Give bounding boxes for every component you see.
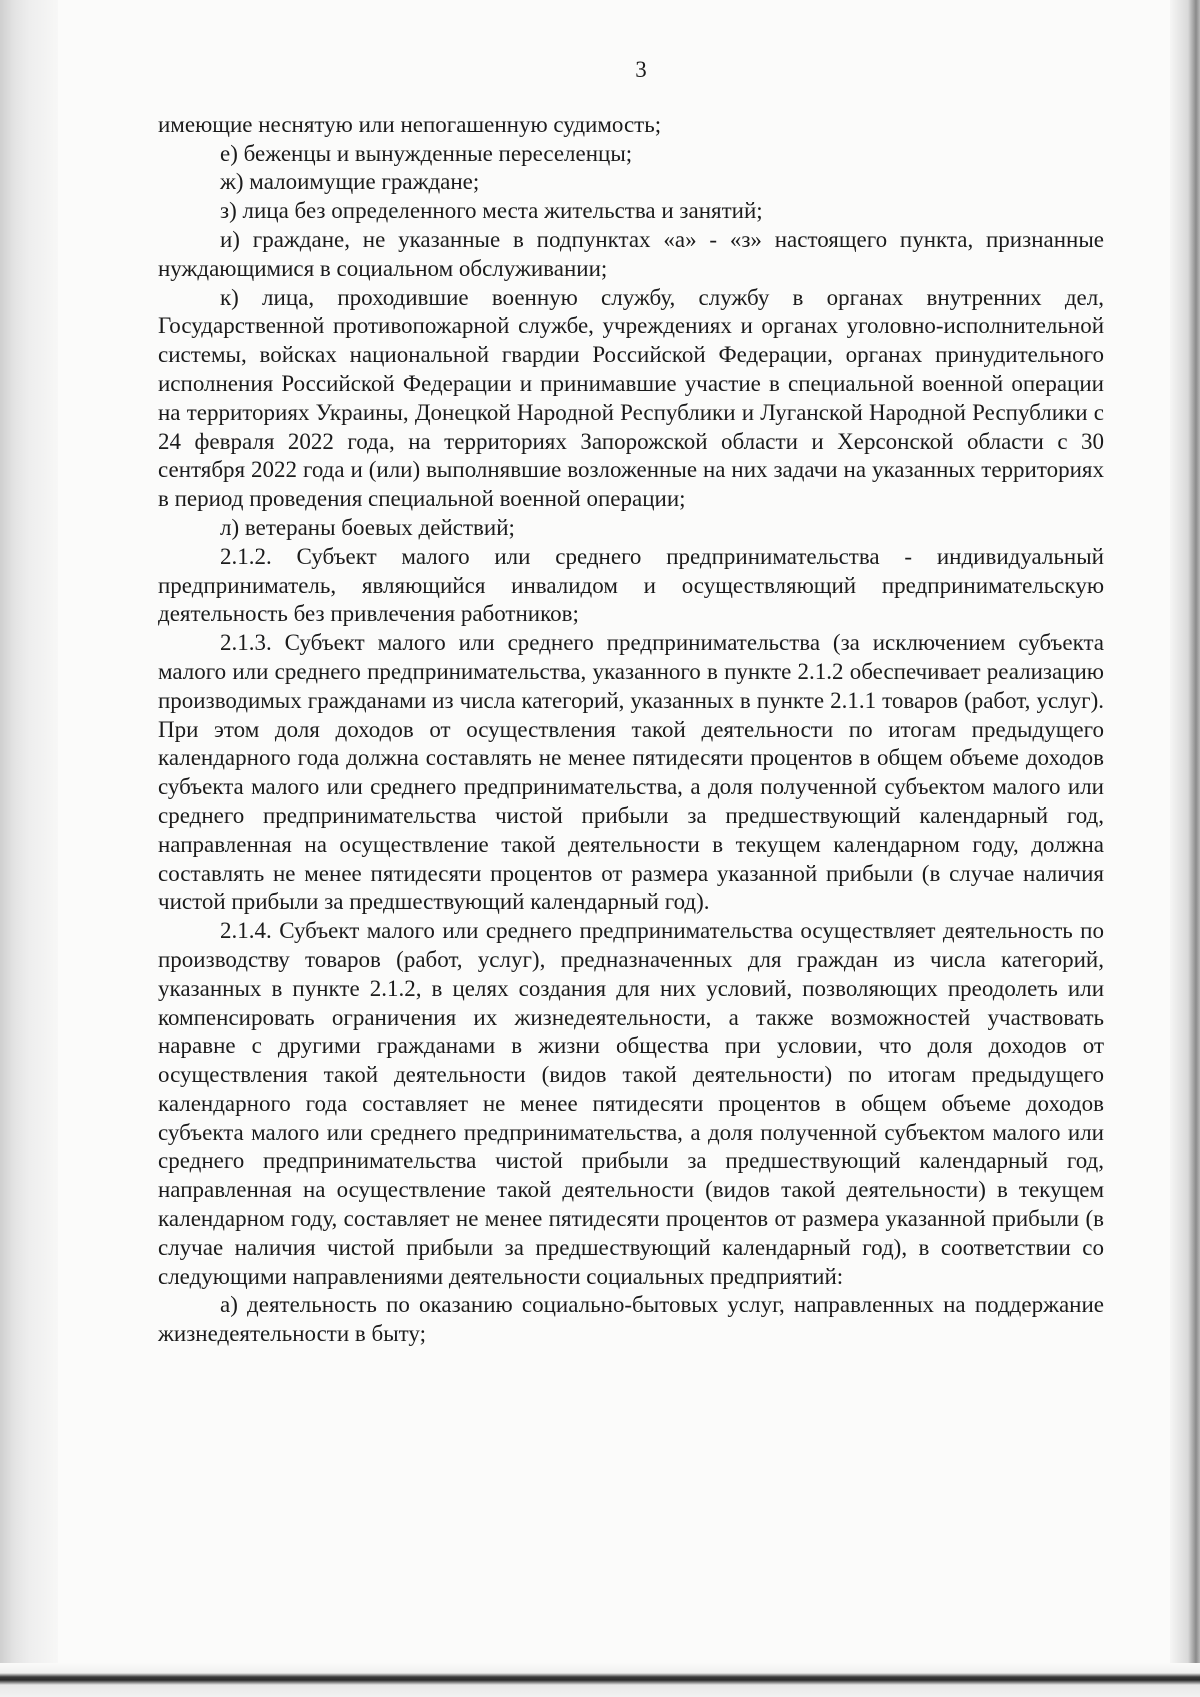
list-item-e: е) беженцы и вынужденные переселенцы;: [220, 140, 633, 166]
clause-2-1-2: 2.1.2. Субъект малого или среднего предпринимательства - индивидуальный предприниматель, являющийся инвалидом и осуществляющий предпринимательскую деятельность без привлечения работников;: [158, 543, 1104, 627]
list-item-z: з) лица без определенного места жительства и занятий;: [220, 198, 763, 224]
document-page: [158, 56, 1104, 1349]
page-number: 3: [635, 57, 647, 82]
scan-bottom-edge-shadow: [0, 1663, 1200, 1697]
scan-right-edge-shadow: [1170, 0, 1200, 1697]
list-item-l: л) ветераны боевых действий;: [220, 514, 515, 540]
list-item-k: к) лица, проходившие военную службу, службу в органах внутренних дел, Государственной противопожарной службе, учреждениях и органах уголовно-исполнительной системы, войсках национальной гвардии Российской Федерации, органах принудительного исполнения Российской Федерации и принимавшие участие в специальной военной операции на территориях Украины, Донецкой Народной Республики и Луганской Народной Республики с 24 февраля 2022 года, на территориях Запорожской области и Херсонской области с 30 сентября 2022 года и (или) выполнявшие возложенные на них задачи на указанных территориях в период проведения специальной военной операции;: [158, 284, 1104, 512]
list-item-zh: ж) малоимущие граждане;: [220, 169, 480, 195]
scan-left-edge-shadow: [0, 0, 58, 1697]
clause-2-1-4: 2.1.4. Субъект малого или среднего предпринимательства осуществляет деятельность по производству товаров (работ, услуг), предназначенных для граждан из числа категорий, указанных в пункте 2.1.2, в целях создания для них условий, позволяющих преодолеть или компенсировать ограничения их жизнедеятельности, а также возможностей участвовать наравне с другими гражданами в жизни общества при условии, что доля доходов от осуществления такой деятельности (видов такой деятельности) по итогам предыдущего календарного года составляет не менее пятидесяти процентов в общем объеме доходов субъекта малого или среднего предпринимательства, а доля полученной субъектом малого или среднего предпринимательства чистой прибыли за предшествующий календарный год, направленная на осуществление такой деятельности (видов такой деятельности) в текущем календарном году, составляет не менее пятидесяти процентов от размера указанной прибыли (в случае наличия чистой прибыли за предшествующий календарный год), в соответствии со следующими направлениями деятельности социальных предприятий:: [158, 918, 1104, 1289]
clause-2-1-3: 2.1.3. Субъект малого или среднего предпринимательства (за исключением субъекта малого или среднего предпринимательства, указанного в пункте 2.1.2 обеспечивает реализацию производимых гражданами из числа категорий, указанных в пункте 2.1.1 товаров (работ, услуг). При этом доля доходов от осуществления такой деятельности по итогам предыдущего календарного года должна составлять не менее пятидесяти процентов в общем объеме доходов субъекта малого или среднего предпринимательства, а доля полученной субъектом малого или среднего предпринимательства чистой прибыли за предшествующий календарный год, направленная на осуществление такой деятельности в текущем календарном году, должна составлять не менее пятидесяти процентов от размера указанной прибыли (в случае наличия чистой прибыли за предшествующий календарный год).: [158, 630, 1104, 915]
list-item-a: а) деятельность по оказанию социально-бытовых услуг, направленных на поддержание жизнедеятельности в быту;: [158, 1292, 1104, 1347]
paragraph-continuation: имеющие неснятую или непогашенную судимость;: [158, 111, 662, 137]
list-item-i: и) граждане, не указанные в подпунктах «а» - «з» настоящего пункта, признанные нуждающимися в социальном обслуживании;: [158, 226, 1104, 281]
